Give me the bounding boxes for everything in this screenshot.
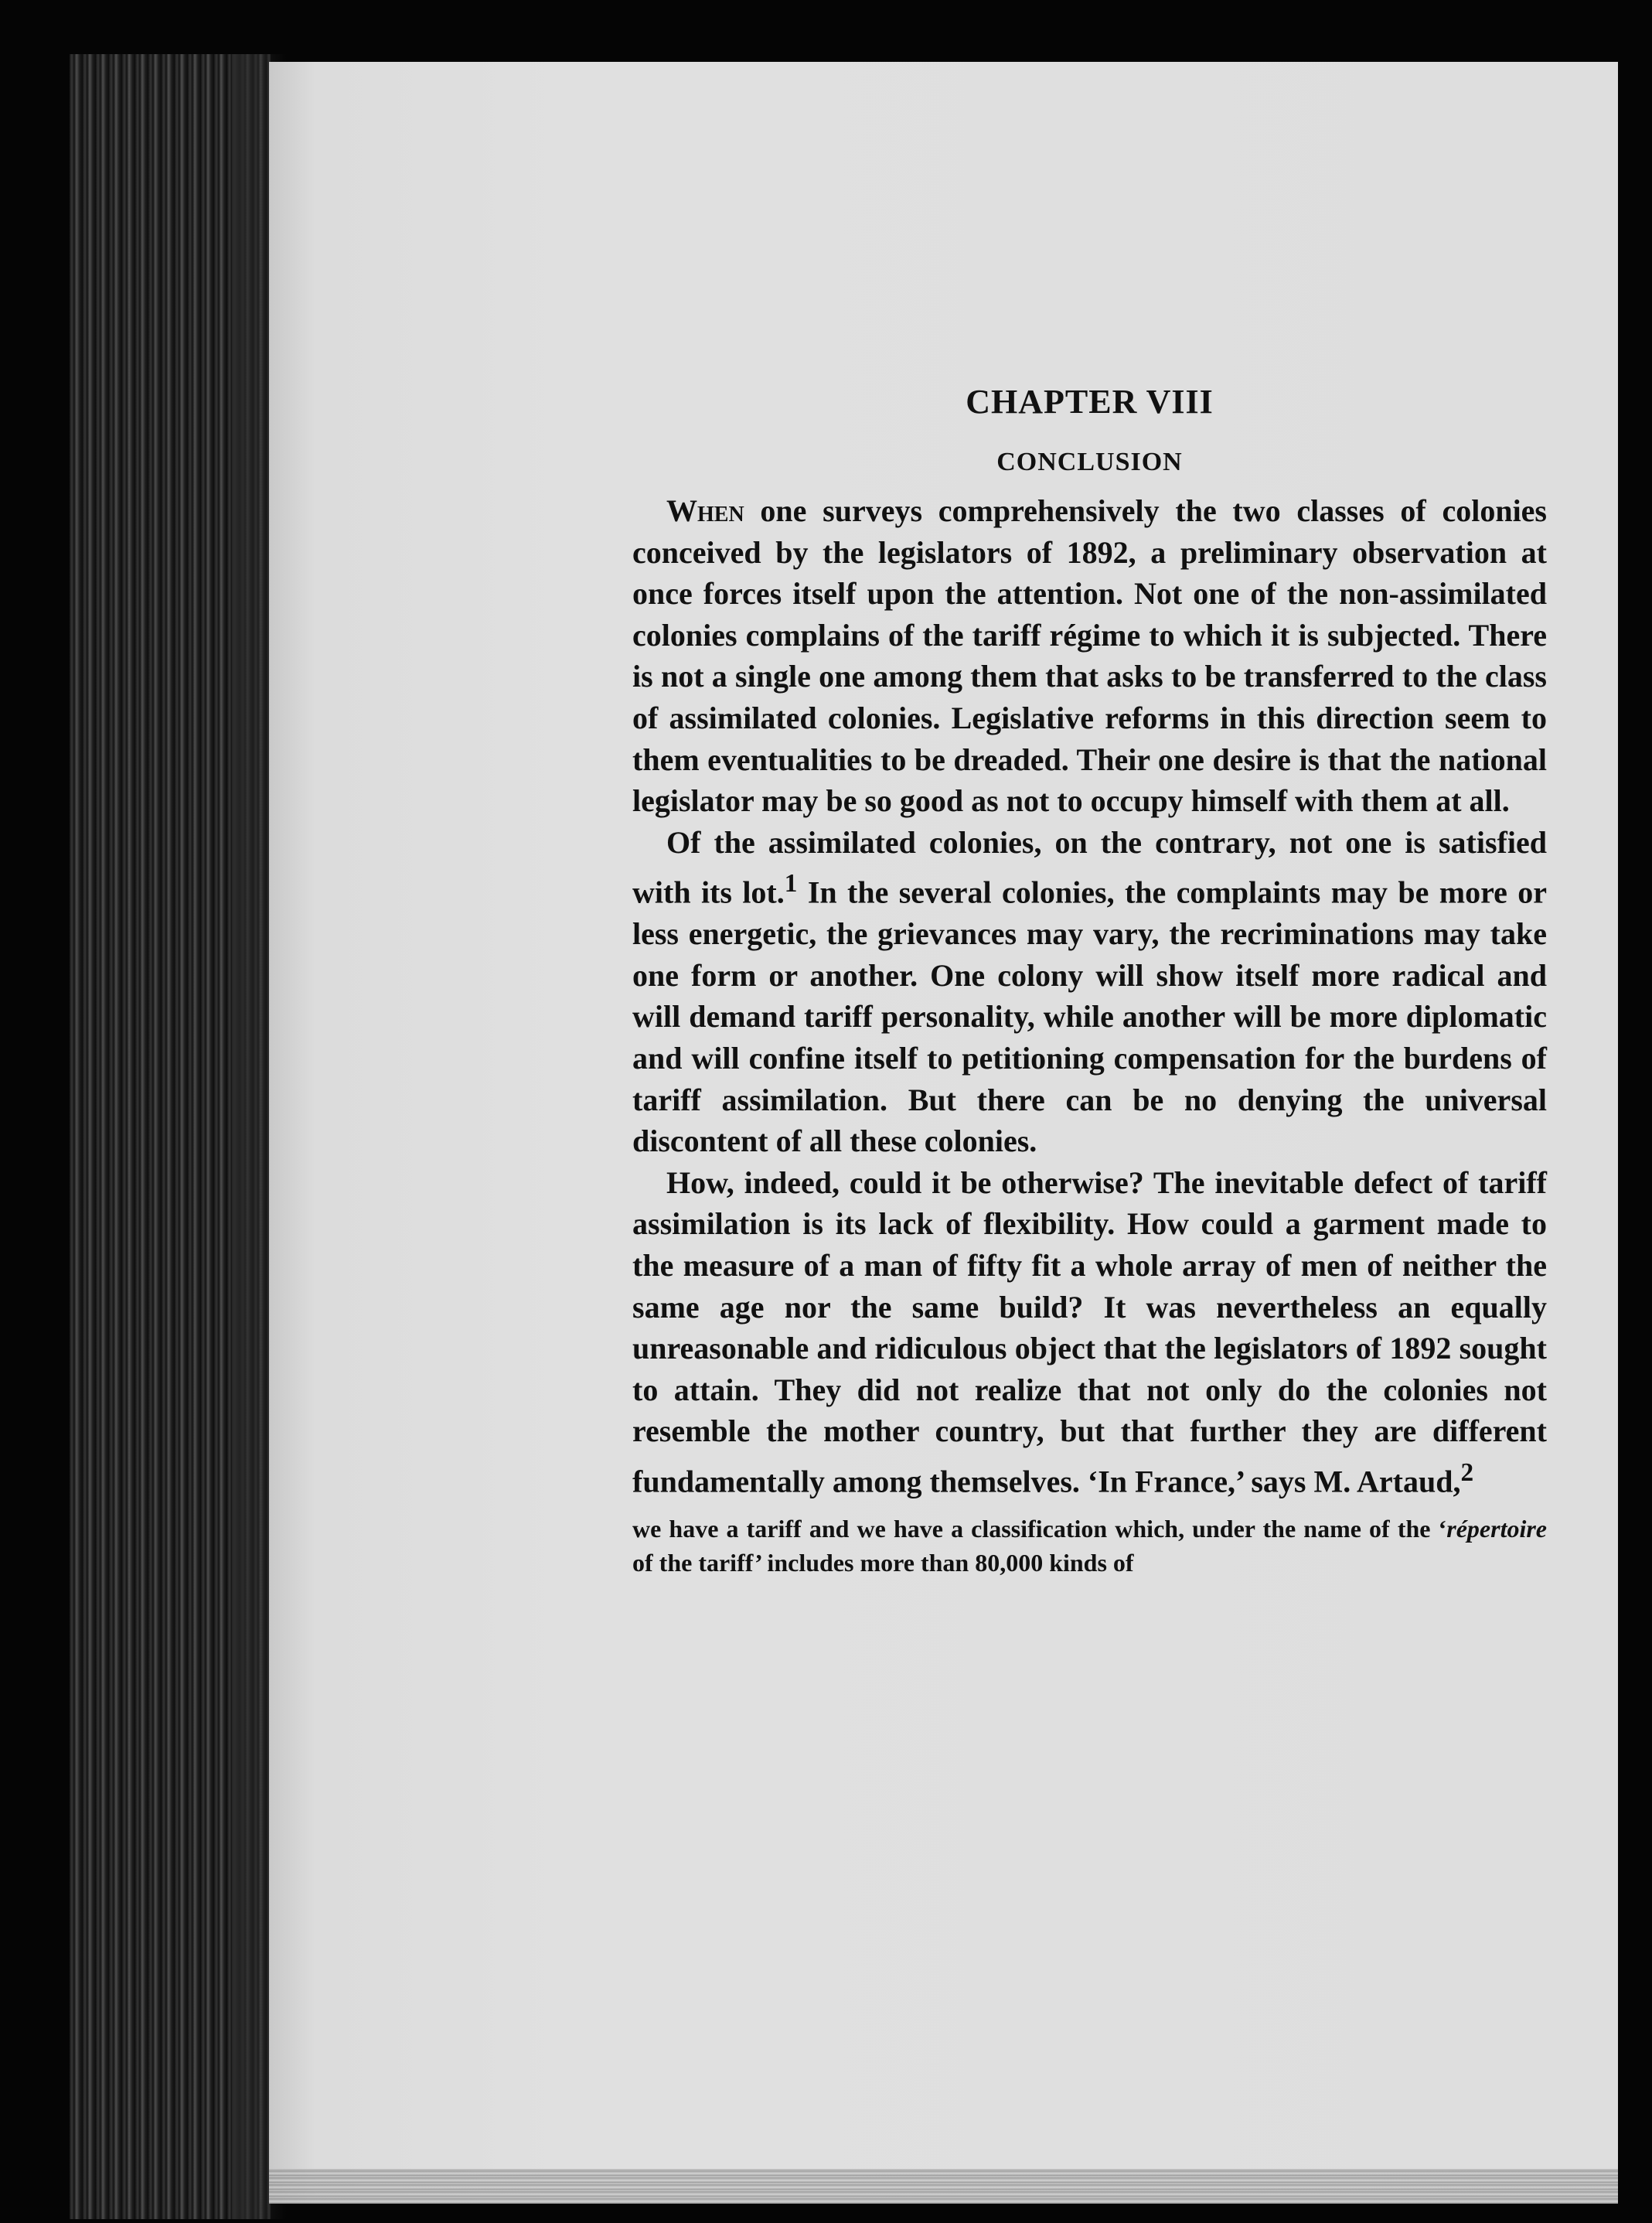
quote-text-a: we have a tariff and we have a classification which, under the name of the ‘ (632, 1514, 1447, 1543)
footnote-mark-1: 1 (784, 869, 798, 898)
paragraph-3 (632, 1162, 1547, 1502)
quote-italic-term: répertoire (1446, 1514, 1547, 1543)
footnote-mark-2: 2 (1460, 1458, 1474, 1487)
chapter-heading: CHAPTER VIII (966, 383, 1214, 421)
lead-word: When (666, 493, 744, 528)
paragraph-2 (632, 822, 1547, 1162)
paragraph-3-text: How, indeed, could it be otherwise? The inevitable defect of tariff assimilation is its lack of flexibility. How could a garment made to the measure of a man of fifty fit a whole array of men of neither the same age nor the same build? It was nevertheless an equally unreasonable and ridiculous object that the legislators of 1892 sought to attain. They did not realize that not only do the colonies not resemble the mother country, but that further they are different fundamentally among themselves. ‘In France,’ says M. Artaud, (632, 1164, 1547, 1499)
chapter-title: CONCLUSION (996, 448, 1183, 476)
paragraph-2-text-a: Of the assimilated colonies, on the contrary, not one is satisfied with its lot. (632, 824, 1547, 910)
paragraph-1 (632, 490, 1547, 822)
page-bottom-edge (269, 2169, 1618, 2204)
quote-text-b: of the tariff’ includes more than 80,000 kinds of (632, 1548, 1134, 1577)
paragraph-1-text: one surveys comprehensively the two classes of colonies conceived by the legislators of 1892, a preliminary observation at once forces itself upon the attention. Not one of the non-assimilated colonies complains of the tariff régime to which it is subjected. There is not a single one among them that asks to be transferred to the class of assimilated colonies. Legislative reforms in this direction seem to them eventualities to be dreaded. Their one desire is that the national legislator may be so good as not to occupy himself with them at all. (632, 493, 1547, 819)
page-text-block (632, 379, 1547, 1580)
block-quote (632, 1512, 1547, 1580)
paragraph-2-text-b: In the several colonies, the complaints may be more or less energetic, the grievances may vary, the recriminations may take one form or another. One colony will show itself more radical and will demand tariff personality, while another will be more diplomatic and will confine itself to petitioning compensation for the burdens of tariff assimilation. But there can be no denying the universal discontent of all these colonies. (632, 875, 1548, 1159)
